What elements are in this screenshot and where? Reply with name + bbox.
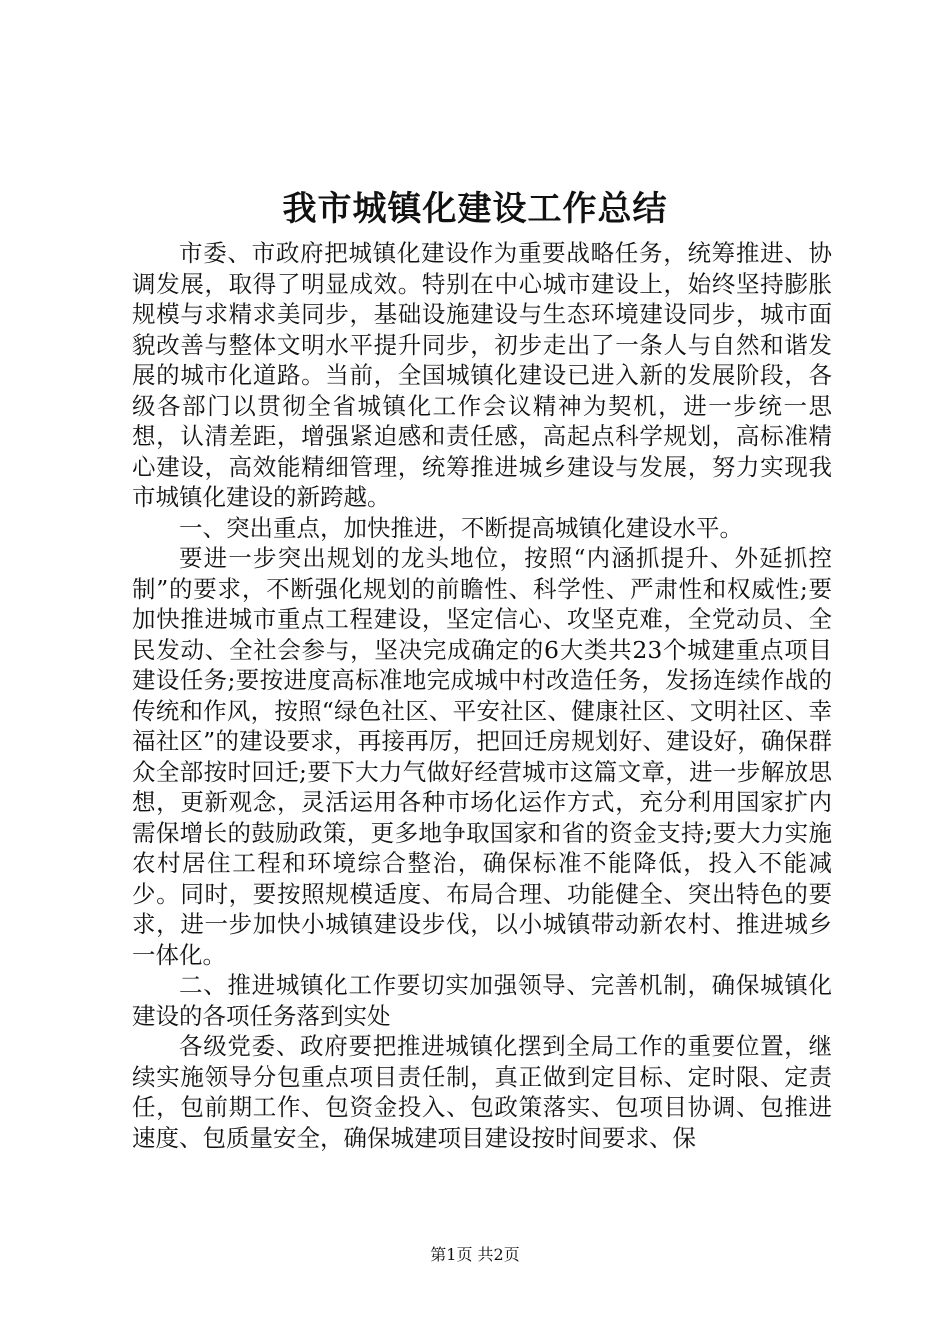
section-heading-2: 二、推进城镇化工作要切实加强领导、完善机制，确保城镇化建设的各项任务落到实处 — [132, 971, 832, 1030]
paragraph-intro: 市委、市政府把城镇化建设作为重要战略任务，统筹推进、协调发展，取得了明显成效。特别在中心城市建设上，始终坚持膨胀规模与求精求美同步，基础设施建设与生态环境建设同步，城市面貌改善与整体文明水平提升同步，初步走出了一条人与自然和谐发展的城市化道路。当前，全国城镇化建设已进入新的发展阶段，各级各部门以贯彻全省城镇化工作会议精神为契机，进一步统一思想，认清差距，增强紧迫感和责任感，高起点科学规划，高标准精心建设，高效能精细管理，统筹推进城乡建设与发展，努力实现我市城镇化建设的新跨越。 — [132, 239, 832, 511]
document-title: 我市城镇化建设工作总结 — [282, 189, 668, 229]
paragraph-section-2: 各级党委、政府要把推进城镇化摆到全局工作的重要位置，继续实施领导分包重点项目责任制，真正做到定目标、定时限、定责任，包前期工作、包资金投入、包政策落实、包项目协调、包推进速度、包质量安全，确保城建项目建设按时间要求、保 — [132, 1032, 832, 1152]
document-body — [132, 238, 832, 1153]
section-heading-1: 一、突出重点，加快推进，不断提高城镇化建设水平。 — [179, 513, 743, 542]
page-number-footer: 第1页 共2页 — [430, 1245, 520, 1264]
paragraph-section-1: 要进一步突出规划的龙头地位，按照“内涵抓提升、外延抓控制”的要求，不断强化规划的前瞻性、科学性、严肃性和权威性;要加快推进城市重点工程建设，坚定信心、攻坚克难，全党动员、全民发动、全社会参与，坚决完成确定的6大类共23个城建重点项目建设任务;要按进度高标准地完成城中村改造任务，发扬连续作战的传统和作风，按照“绿色社区、平安社区、健康社区、文明社区、幸福社区”的建设要求，再接再厉，把回迁房规划好、建设好，确保群众全部按时回迁;要下大力气做好经营城市这篇文章，进一步解放思想，更新观念，灵活运用各种市场化运作方式，充分利用国家扩内需保增长的鼓励政策，更多地争取国家和省的资金支持;要大力实施农村居住工程和环境综合整治，确保标准不能降低，投入不能减少。同时，要按照规模适度、布局合理、功能健全、突出特色的要求，进一步加快小城镇建设步伐，以小城镇带动新农村、推进城乡一体化。 — [132, 544, 832, 969]
